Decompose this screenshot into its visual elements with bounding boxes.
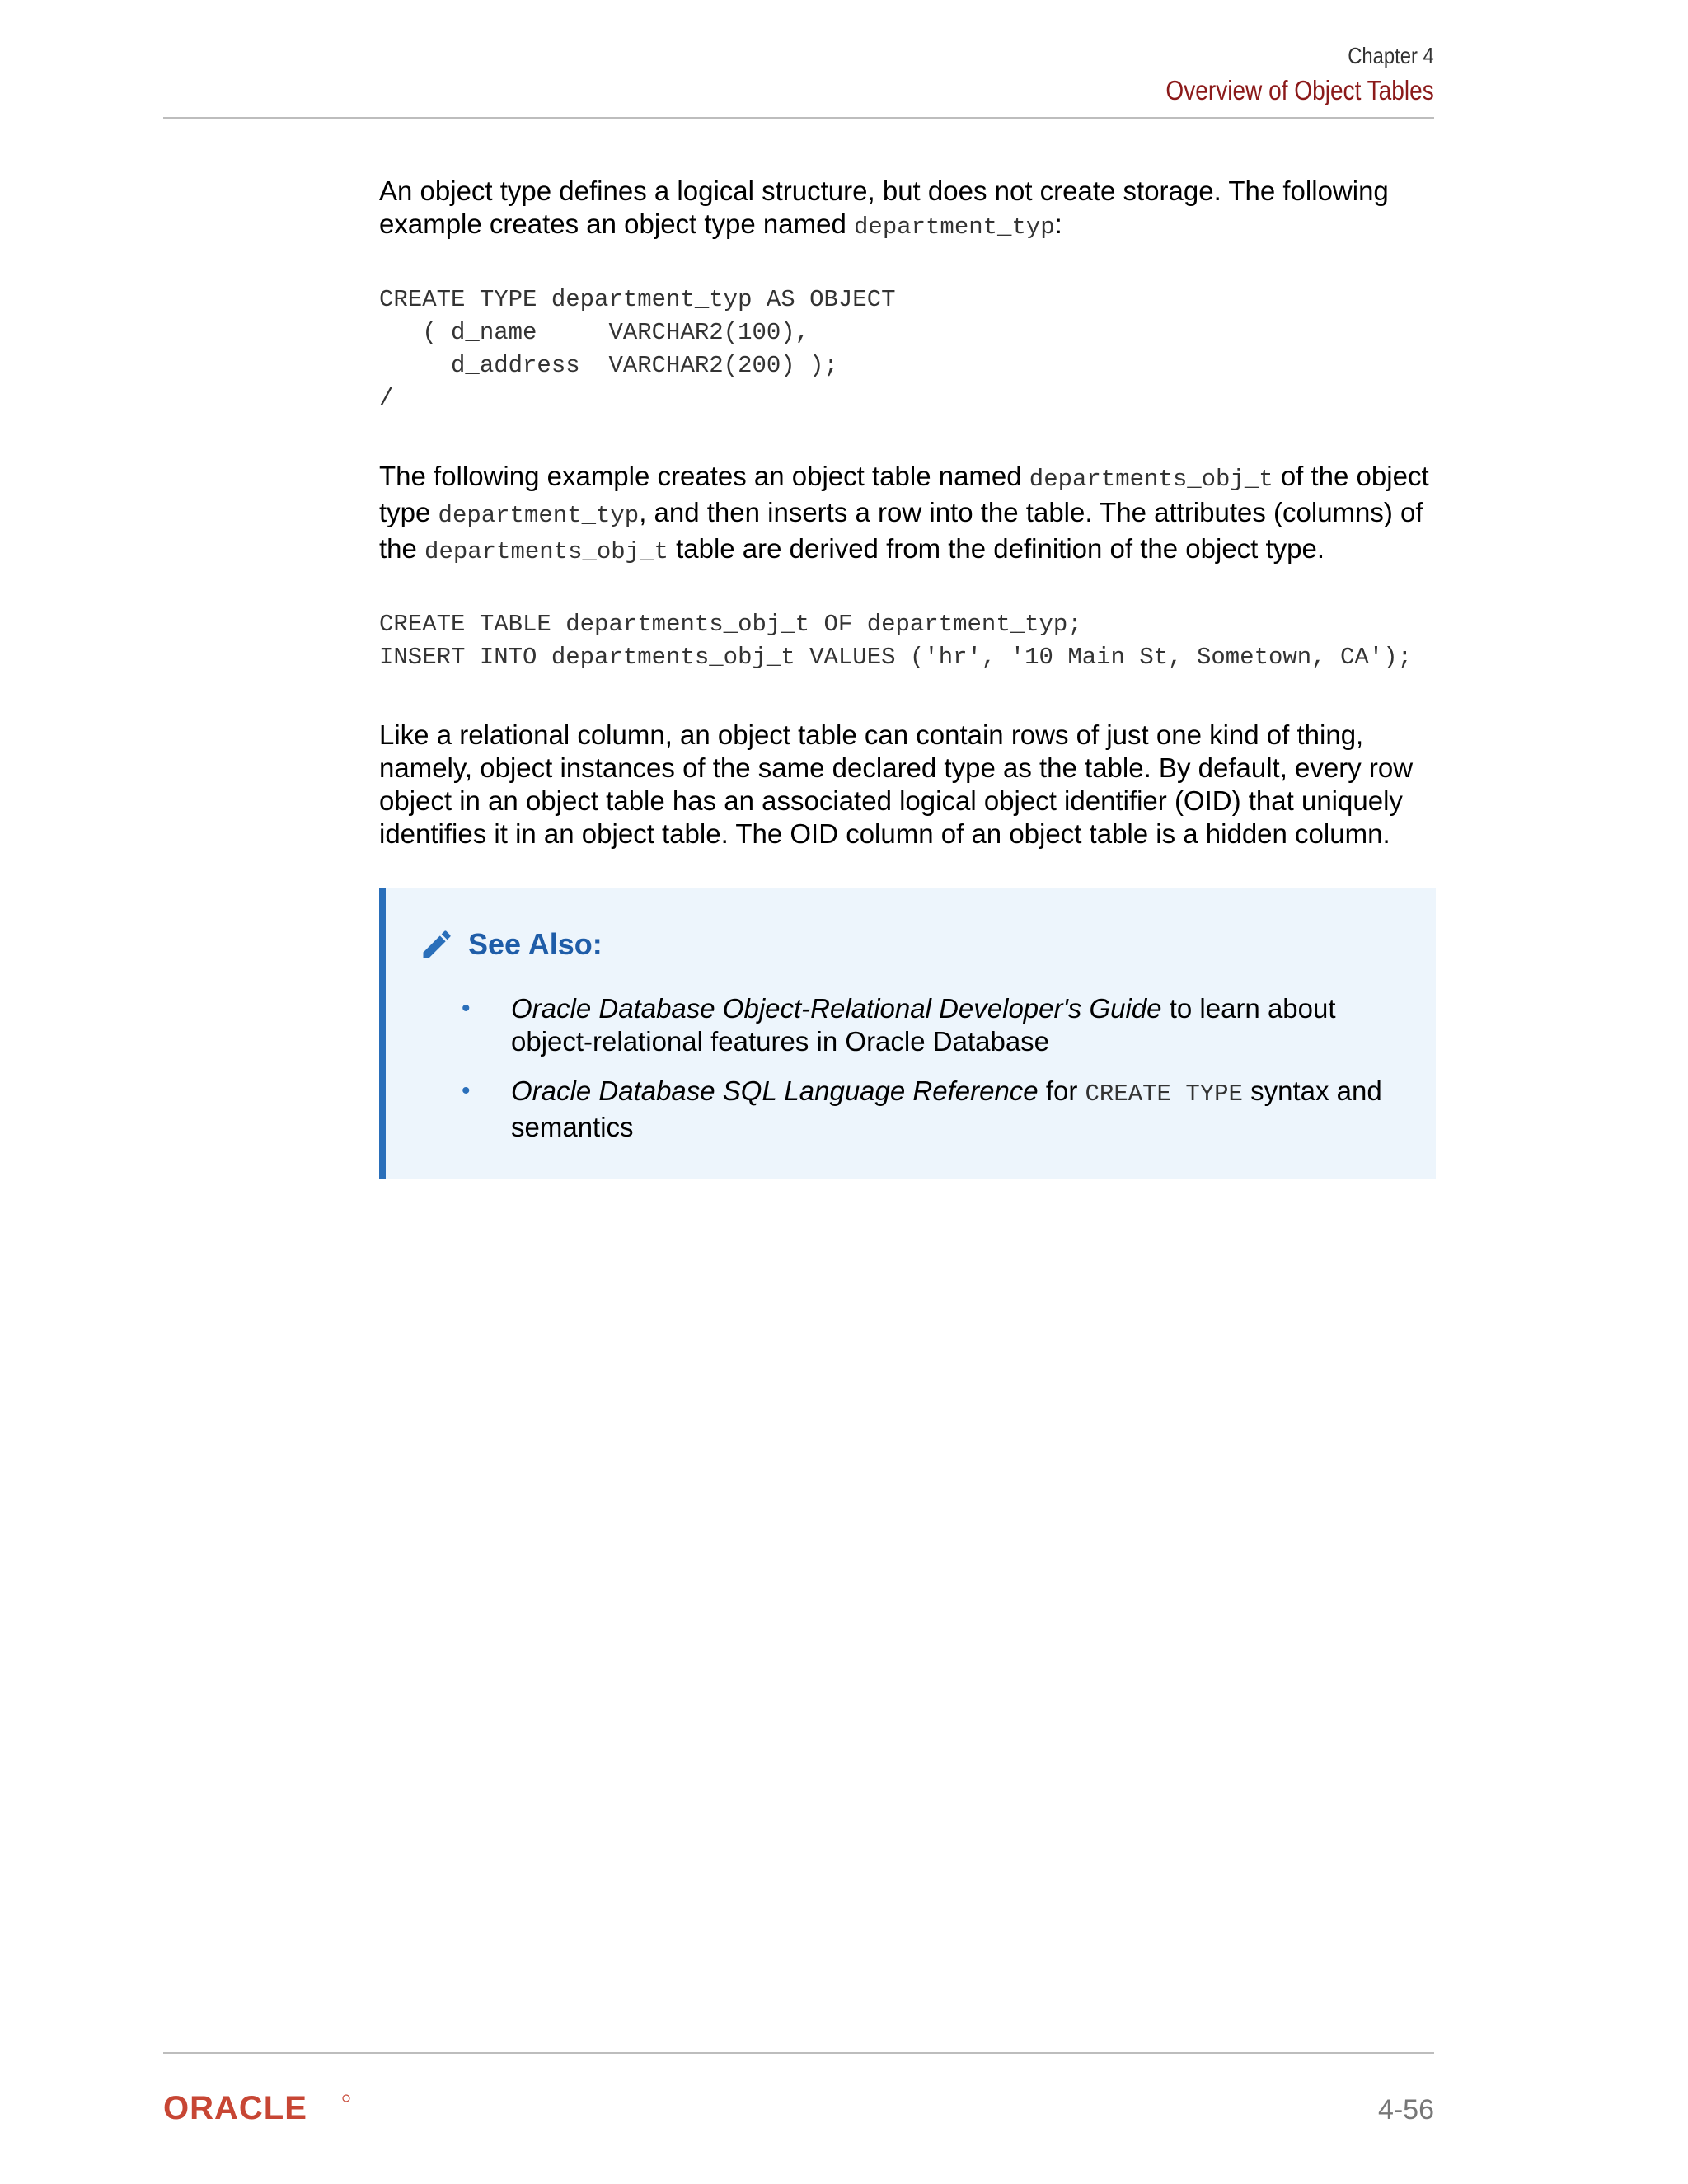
page-number: 4-56: [1377, 2094, 1434, 2125]
list-item: [462, 992, 1403, 1058]
section-title[interactable]: Overview of Object Tables: [1165, 75, 1434, 105]
paragraph-object-type-intro: [379, 175, 1442, 244]
see-also-panel: [379, 888, 1436, 1179]
paragraph-text: of the object type: [379, 461, 1429, 527]
paragraph-object-table-rows: Like a relational column, an object table can contain rows of just one kind of thing, namely, object instances of the same declared type as the table. By default, every row object in an object table has an associated logical object identifier (OID) that uniquely identifies it in an object table. The OID column of an object table is a hidden column.: [379, 719, 1414, 849]
oracle-logo-text: ORACLE: [163, 2092, 307, 2125]
inline-code: CREATE TYPE: [1085, 1080, 1243, 1108]
code-block-create-type: CREATE TYPE department_typ AS OBJECT ( d_name VARCHAR2(100), d_address VARCHAR2(200) ); /: [379, 286, 896, 412]
see-also-title: See Also:: [468, 927, 603, 961]
paragraph-text: The following example creates an object table named: [379, 461, 1029, 491]
inline-code: department_typ: [438, 502, 640, 529]
reference-link-sql-language-reference[interactable]: Oracle Database SQL Language Reference: [511, 1076, 1039, 1106]
oracle-logo: [163, 2092, 353, 2129]
bullet: •: [462, 995, 471, 1022]
paragraph-text: An object type defines a logical structure, but does not create storage. The following example creates an object type named: [379, 176, 1389, 239]
list-item: [462, 1075, 1403, 1144]
list-item-text: syntax and semantics: [511, 1076, 1382, 1142]
see-also-list: [386, 992, 1436, 1144]
paragraph-text: table are derived from the definition of the object type.: [668, 533, 1325, 564]
paragraph-object-table-intro: [379, 460, 1442, 569]
code-block-create-table: CREATE TABLE departments_obj_t OF department_typ; INSERT INTO departments_obj_t VALUES ('hr', '10 Main St, Sometown, CA');: [379, 611, 1413, 671]
oracle-logo-image: [163, 2092, 353, 2125]
inline-code: departments_obj_t: [424, 538, 668, 565]
page-header: [1118, 40, 1434, 109]
paragraph-text: , and then inserts a row into the table. The attributes (columns) of the: [379, 497, 1423, 564]
reference-link-object-relational-guide[interactable]: Oracle Database Object-Relational Developer's Guide: [511, 993, 1162, 1024]
list-item-text: for: [1038, 1076, 1085, 1106]
list-item-text: to learn about object-relational features in Oracle Database: [511, 993, 1336, 1057]
pencil-icon: [419, 926, 455, 963]
chapter-label: Chapter 4: [1348, 43, 1434, 68]
paragraph-text: :: [1054, 209, 1062, 239]
see-also-heading: [386, 926, 1436, 963]
main-content: [379, 175, 1442, 1179]
footer-divider: [163, 2052, 1434, 2054]
inline-code: department_typ: [854, 213, 1055, 241]
header-divider: [163, 117, 1434, 119]
inline-code: departments_obj_t: [1029, 466, 1273, 493]
bullet: •: [462, 1077, 471, 1104]
